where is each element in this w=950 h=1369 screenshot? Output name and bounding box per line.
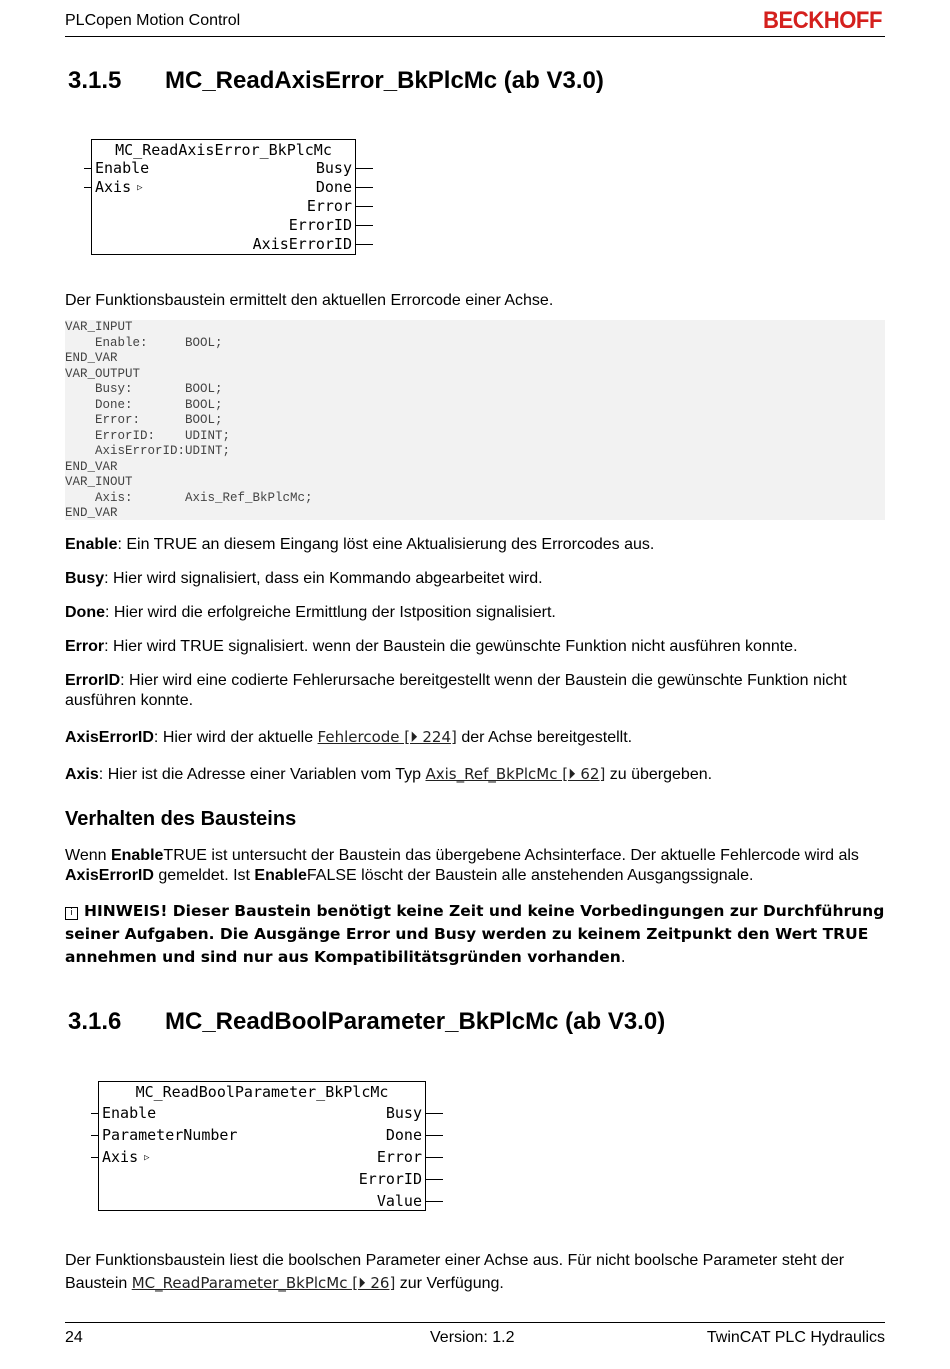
fb-input-enable: Enable: [102, 1104, 157, 1122]
mc-readparameter-link[interactable]: MC_ReadParameter_BkPlcMc [⏵ 26]: [131, 1274, 396, 1292]
header-title: PLCopen Motion Control: [65, 12, 241, 29]
note-hinweis: i HINWEIS! Dieser Baustein benötigt keine Zeit und keine Vorbedingungen zur Durchführung seiner Aufgaben. Die Ausgänge Error und Busy werden zu keinem Zeitpunkt den Wert TRUE annehmen und sind nur aus Kompatibilitätsgründen vorhanden.: [65, 902, 885, 966]
fb-output-done: Done: [315, 178, 352, 196]
fb-name: MC_ReadAxisError_BkPlcMc: [115, 141, 332, 159]
desc-done: Done: Hier wird die erfolgreiche Ermittlung der Istposition signalisiert.: [65, 604, 556, 621]
section-heading-3-1-6: [68, 1008, 665, 1036]
fb-output-line: [355, 225, 373, 226]
code-block: [65, 320, 885, 520]
behaviour-heading: Verhalten des Bausteins: [65, 808, 297, 830]
fb-output-line: [425, 1113, 443, 1114]
fb-input-line: [84, 187, 92, 188]
fb-name: MC_ReadBoolParameter_BkPlcMc: [135, 1083, 389, 1101]
fb-output-line: [355, 187, 373, 188]
fehlercode-link[interactable]: Fehlercode [⏵ 224]: [317, 728, 457, 746]
section-number: 3.1.6: [68, 1008, 122, 1035]
behaviour-paragraph: Wenn EnableTRUE ist untersucht der Baustein das übergebene Achsinterface. Der aktuelle Fehlercode wird als AxisErrorID gemeldet. Ist EnableFALSE löscht der Baustein alle anstehenden Ausgangssignale.: [65, 847, 859, 884]
fb-output-done: Done: [385, 1126, 422, 1144]
fb-input-line: [91, 1113, 99, 1114]
section-number: 3.1.5: [68, 67, 122, 94]
footer-product: TwinCAT PLC Hydraulics: [706, 1329, 885, 1346]
fb-input-line: [84, 168, 92, 169]
beckhoff-logo: BECKHOFF: [763, 7, 882, 34]
fb-output-line: [355, 244, 373, 245]
info-icon: i: [65, 907, 78, 920]
footer-version: Version: 1.2: [430, 1329, 515, 1346]
page-number: 24: [65, 1329, 83, 1346]
fb-output-line: [425, 1179, 443, 1180]
fb-output-line: [355, 206, 373, 207]
desc-busy: Busy: Hier wird signalisiert, dass ein Kommando abgearbeitet wird.: [65, 570, 543, 587]
inout-marker-icon: ▷: [144, 1153, 150, 1163]
code-text: VAR_INPUT Enable: BOOL; END_VAR VAR_OUTPUT Busy: BOOL; Done: BOOL; Error: BOOL; ErrorID: UDINT; AxisErrorID:UDINT; END_VAR VAR_INOUT Axis: Axis_Ref_BkPlcMc; END_VAR: [65, 320, 313, 520]
section-title: MC_ReadBoolParameter_BkPlcMc (ab V3.0): [165, 1008, 666, 1035]
fb-output-busy: Busy: [315, 159, 352, 177]
fb-output-errorid: ErrorID: [288, 216, 352, 234]
axis-ref-link[interactable]: Axis_Ref_BkPlcMc [⏵ 62]: [425, 765, 606, 783]
fb-input-enable: Enable: [95, 159, 150, 177]
header-divider: [65, 36, 885, 37]
desc-axis: Axis: Hier ist die Adresse einer Variablen vom Typ Axis_Ref_BkPlcMc [⏵ 62] zu übergeben.: [65, 765, 713, 783]
fb-input-line: [91, 1135, 99, 1136]
fb-output-axiserrorid: AxisErrorID: [252, 235, 352, 253]
fb-output-line: [425, 1157, 443, 1158]
fb-input-axis: Axis ▷: [102, 1148, 150, 1166]
fb-output-line: [425, 1135, 443, 1136]
function-block-diagram: [91, 139, 356, 255]
fb-output-errorid: ErrorID: [358, 1170, 422, 1188]
fb-input-line: [91, 1157, 99, 1158]
fb-output-value: Value: [376, 1192, 422, 1210]
fb-output-busy: Busy: [385, 1104, 422, 1122]
fb-output-error: Error: [376, 1148, 422, 1166]
section-heading-3-1-5: [68, 67, 604, 95]
desc-axiserrorid: AxisErrorID: Hier wird der aktuelle Fehlercode [⏵ 224] der Achse bereitgestellt.: [65, 728, 633, 746]
intro-paragraph: Der Funktionsbaustein ermittelt den aktuellen Errorcode einer Achse.: [65, 292, 554, 309]
desc-enable: Enable: Ein TRUE an diesem Eingang löst eine Aktualisierung des Errorcodes aus.: [65, 536, 655, 553]
desc-errorid: ErrorID: Hier wird eine codierte Fehlerursache bereitgestellt wenn der Baustein die gewünschte Funktion nicht ausführen konnte.: [65, 672, 847, 709]
fb-input-axis: Axis ▷: [95, 178, 143, 196]
fb-input-parameternumber: ParameterNumber: [102, 1126, 238, 1144]
section-title: MC_ReadAxisError_BkPlcMc (ab V3.0): [165, 67, 604, 94]
intro-paragraph-2: Der Funktionsbaustein liest die boolschen Parameter einer Achse aus. Für nicht boolsche Parameter steht der Baustein MC_ReadParameter_BkPlcMc [⏵ 26] zur Verfügung.: [65, 1252, 845, 1292]
inout-marker-icon: ▷: [137, 183, 143, 193]
function-block-diagram: [98, 1081, 426, 1211]
footer-divider: [65, 1322, 885, 1323]
fb-output-line: [355, 168, 373, 169]
fb-output-error: Error: [306, 197, 352, 215]
fb-output-line: [425, 1201, 443, 1202]
desc-error: Error: Hier wird TRUE signalisiert. wenn der Baustein die gewünschte Funktion nicht ausführen konnte.: [65, 638, 798, 655]
